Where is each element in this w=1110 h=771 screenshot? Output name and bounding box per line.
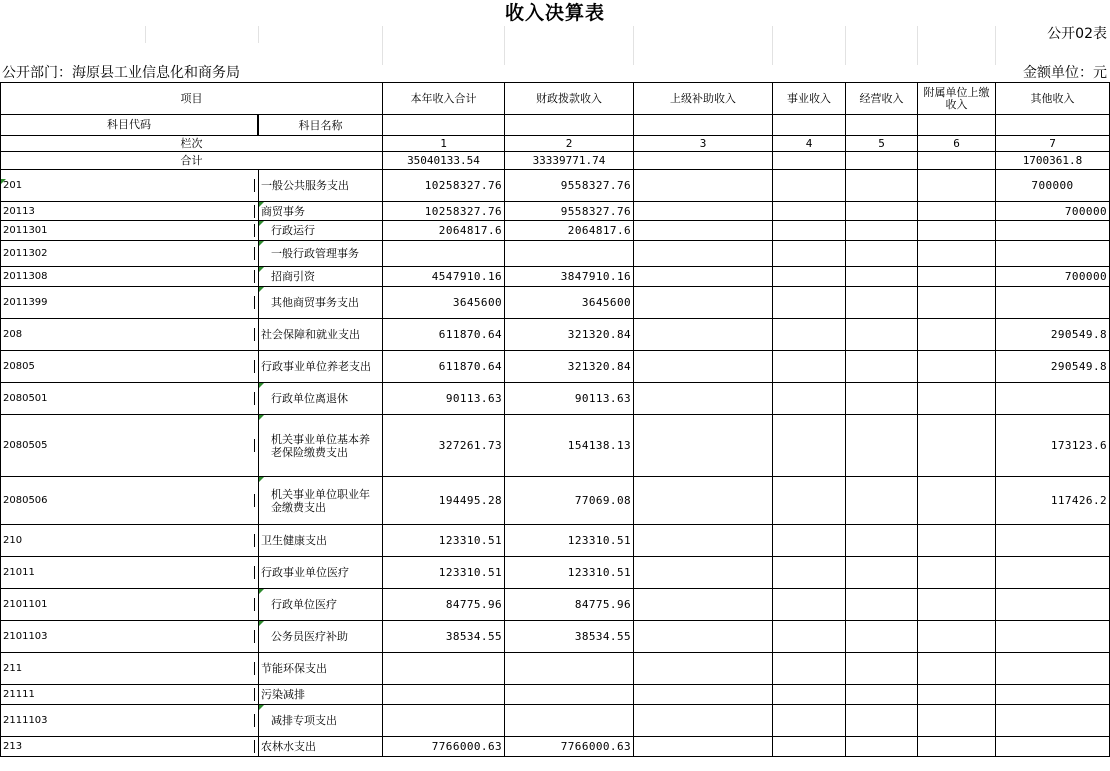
header-superior: 上级补助收入 [634, 83, 773, 115]
cell-total: 2064817.6 [383, 221, 505, 241]
table-row [1, 589, 1110, 621]
cell-empty [773, 525, 846, 557]
cell-total [383, 653, 505, 685]
subject-name: 行政事业单位养老支出 [259, 351, 383, 383]
cell-other: 290549.8 [996, 319, 1110, 351]
cell-total: 3645600 [383, 287, 505, 319]
cell-empty [846, 621, 918, 653]
table-row [1, 477, 1110, 525]
cell-fiscal: 321320.84 [505, 351, 634, 383]
sum-row-label: 合计 [1, 152, 383, 170]
cell-empty [918, 351, 996, 383]
cell-empty [773, 170, 846, 202]
subject-name: 机关事业单位职业年金缴费支出 [259, 477, 383, 525]
cell-empty [634, 319, 773, 351]
subject-cells [1, 557, 259, 589]
table-row [1, 737, 1110, 757]
cell-empty [634, 415, 773, 477]
cell-total: 90113.63 [383, 383, 505, 415]
cell-empty [773, 415, 846, 477]
cell-empty [634, 477, 773, 525]
subject-code: 2011301 [1, 224, 255, 237]
table-row [1, 202, 1110, 221]
cell-empty [634, 557, 773, 589]
cell-fiscal: 321320.84 [505, 319, 634, 351]
cell-empty [846, 477, 918, 525]
subject-cells [1, 170, 259, 202]
subject-code: 20113 [1, 205, 255, 218]
subject-name: 行政运行 [259, 221, 383, 241]
sum-total: 35040133.54 [383, 152, 505, 170]
cell-empty [773, 557, 846, 589]
subject-name: 机关事业单位基本养老保险缴费支出 [259, 415, 383, 477]
department-label: 公开部门：海原县工业信息化和商务局 [2, 65, 240, 81]
subject-name: 农林水支出 [259, 737, 383, 757]
sum-other: 1700361.8 [996, 152, 1110, 170]
header-column-label: 栏次 [1, 136, 383, 152]
cell-empty [634, 351, 773, 383]
subject-name: 减排专项支出 [259, 705, 383, 737]
cell-empty [773, 287, 846, 319]
subject-cells [1, 415, 259, 477]
sum-fiscal: 33339771.74 [505, 152, 634, 170]
cell-empty [918, 241, 996, 267]
cell-empty [773, 267, 846, 287]
cell-empty [773, 705, 846, 737]
header-subject-cells [1, 115, 259, 136]
cell-empty [634, 621, 773, 653]
cell-empty [918, 170, 996, 202]
cell-empty [918, 589, 996, 621]
subject-name: 一般行政管理事务 [259, 241, 383, 267]
cell-empty [846, 287, 918, 319]
subject-code: 201 [1, 179, 255, 192]
cell-empty [634, 221, 773, 241]
table-row [1, 383, 1110, 415]
cell-empty [773, 621, 846, 653]
cell-fiscal [505, 685, 634, 705]
subject-name: 商贸事务 [259, 202, 383, 221]
subject-name: 一般公共服务支出 [259, 170, 383, 202]
subject-code: 208 [1, 328, 255, 341]
header-total: 本年收入合计 [383, 83, 505, 115]
cell-total [383, 705, 505, 737]
subject-cells [1, 221, 259, 241]
column-number-2: 2 [505, 136, 634, 152]
cell-empty [634, 241, 773, 267]
column-number-7: 7 [996, 136, 1110, 152]
cell-total [383, 685, 505, 705]
table-row [1, 170, 1110, 202]
header-project: 项目 [1, 83, 383, 115]
cell-empty [773, 653, 846, 685]
cell-other: 117426.2 [996, 477, 1110, 525]
cell-empty [846, 351, 918, 383]
cell-other [996, 287, 1110, 319]
cell-empty [846, 319, 918, 351]
cell-empty [634, 737, 773, 757]
currency-unit-label: 金额单位：元 [1023, 65, 1107, 81]
subject-code: 2080506 [1, 494, 255, 507]
cell-empty [846, 241, 918, 267]
cell-fiscal: 154138.13 [505, 415, 634, 477]
cell-empty [634, 287, 773, 319]
cell-empty [918, 221, 996, 241]
table-row [1, 621, 1110, 653]
cell-other [996, 653, 1110, 685]
table-row [1, 525, 1110, 557]
table-row [1, 287, 1110, 319]
subject-name: 行政事业单位医疗 [259, 557, 383, 589]
cell-other: 700000 [996, 170, 1110, 202]
cell-empty [918, 319, 996, 351]
table-row [1, 351, 1110, 383]
cell-empty [846, 267, 918, 287]
cell-fiscal [505, 241, 634, 267]
header-operating: 经营收入 [846, 83, 918, 115]
header-fiscal: 财政拨款收入 [505, 83, 634, 115]
subject-code: 210 [1, 534, 255, 547]
cell-total: 10258327.76 [383, 202, 505, 221]
table-row [1, 705, 1110, 737]
subject-code: 20805 [1, 360, 255, 373]
cell-empty [918, 202, 996, 221]
cell-empty [846, 557, 918, 589]
cell-fiscal: 3645600 [505, 287, 634, 319]
subject-cells [1, 477, 259, 525]
table-row [1, 653, 1110, 685]
subject-name: 招商引资 [259, 267, 383, 287]
cell-fiscal: 2064817.6 [505, 221, 634, 241]
column-number-6: 6 [918, 136, 996, 152]
cell-other: 290549.8 [996, 351, 1110, 383]
subject-code: 2080505 [1, 439, 255, 452]
cell-empty [634, 202, 773, 221]
subject-cells [1, 241, 259, 267]
header-affiliated: 附属单位上缴收入 [918, 83, 996, 115]
income-table [0, 82, 1110, 757]
cell-empty [634, 525, 773, 557]
subject-name: 社会保障和就业支出 [259, 319, 383, 351]
spreadsheet-gridline-row [0, 43, 1110, 65]
cell-fiscal: 38534.55 [505, 621, 634, 653]
column-number-4: 4 [773, 136, 846, 152]
cell-empty [846, 170, 918, 202]
cell-empty [918, 477, 996, 525]
cell-empty [918, 557, 996, 589]
cell-fiscal: 9558327.76 [505, 202, 634, 221]
cell-total: 4547910.16 [383, 267, 505, 287]
cell-empty [918, 287, 996, 319]
cell-empty [773, 221, 846, 241]
cell-empty [773, 319, 846, 351]
cell-empty [773, 685, 846, 705]
cell-empty [634, 267, 773, 287]
cell-empty [773, 351, 846, 383]
cell-fiscal: 84775.96 [505, 589, 634, 621]
subject-name: 行政单位医疗 [259, 589, 383, 621]
cell-other [996, 685, 1110, 705]
cell-empty [773, 737, 846, 757]
cell-total: 38534.55 [383, 621, 505, 653]
subject-name: 公务员医疗补助 [259, 621, 383, 653]
header-other: 其他收入 [996, 83, 1110, 115]
cell-other: 173123.6 [996, 415, 1110, 477]
cell-other [996, 589, 1110, 621]
subject-cells [1, 319, 259, 351]
cell-empty [846, 653, 918, 685]
cell-empty [918, 415, 996, 477]
cell-fiscal: 90113.63 [505, 383, 634, 415]
subject-code: 2080501 [1, 392, 255, 405]
cell-total: 7766000.63 [383, 737, 505, 757]
subject-name: 节能环保支出 [259, 653, 383, 685]
page-title: 收入决算表 [504, 2, 605, 24]
subject-code: 2111103 [1, 714, 255, 727]
subject-cells [1, 653, 259, 685]
cell-empty [773, 589, 846, 621]
cell-total: 10258327.76 [383, 170, 505, 202]
cell-empty [846, 415, 918, 477]
header-subject-code: 科目代码 [1, 115, 258, 135]
subject-cells [1, 685, 259, 705]
cell-fiscal: 3847910.16 [505, 267, 634, 287]
subject-cells [1, 351, 259, 383]
header-business: 事业收入 [773, 83, 846, 115]
subject-cells [1, 621, 259, 653]
table-row [1, 241, 1110, 267]
spreadsheet-gridline-row [0, 26, 1110, 43]
cell-empty [634, 589, 773, 621]
form-number: 公开02表 [1047, 26, 1107, 42]
subject-cells [1, 705, 259, 737]
cell-empty [846, 685, 918, 705]
cell-fiscal [505, 705, 634, 737]
cell-other [996, 621, 1110, 653]
subject-code: 2011302 [1, 247, 255, 260]
cell-empty [634, 383, 773, 415]
subject-code: 2101103 [1, 630, 255, 643]
cell-empty [846, 737, 918, 757]
cell-fiscal: 77069.08 [505, 477, 634, 525]
cell-empty [634, 170, 773, 202]
subject-cells [1, 267, 259, 287]
cell-total: 123310.51 [383, 525, 505, 557]
cell-fiscal: 123310.51 [505, 557, 634, 589]
cell-empty [918, 383, 996, 415]
table-row [1, 221, 1110, 241]
cell-empty [773, 477, 846, 525]
cell-other: 700000 [996, 267, 1110, 287]
cell-empty [846, 202, 918, 221]
subject-cells [1, 525, 259, 557]
cell-empty [634, 705, 773, 737]
subject-name: 行政单位离退休 [259, 383, 383, 415]
cell-empty [773, 241, 846, 267]
table-row [1, 319, 1110, 351]
cell-total: 327261.73 [383, 415, 505, 477]
cell-other: 700000 [996, 202, 1110, 221]
cell-total: 123310.51 [383, 557, 505, 589]
cell-total: 84775.96 [383, 589, 505, 621]
cell-empty [634, 685, 773, 705]
cell-total: 611870.64 [383, 319, 505, 351]
cell-empty [773, 202, 846, 221]
cell-total: 194495.28 [383, 477, 505, 525]
cell-empty [773, 383, 846, 415]
subject-code: 2101101 [1, 598, 255, 611]
cell-other [996, 241, 1110, 267]
subject-name: 污染减排 [259, 685, 383, 705]
subject-cells [1, 287, 259, 319]
subject-cells [1, 383, 259, 415]
table-row [1, 415, 1110, 477]
subject-code: 211 [1, 662, 255, 675]
cell-other [996, 383, 1110, 415]
table-row [1, 685, 1110, 705]
cell-empty [846, 525, 918, 557]
table-row [1, 557, 1110, 589]
cell-empty [918, 525, 996, 557]
cell-total: 611870.64 [383, 351, 505, 383]
subject-cells [1, 202, 259, 221]
subject-cells [1, 589, 259, 621]
cell-other [996, 557, 1110, 589]
header-subject-name: 科目名称 [259, 115, 383, 136]
table-row [1, 267, 1110, 287]
subject-code: 213 [1, 740, 255, 753]
cell-other [996, 221, 1110, 241]
subject-code: 2011308 [1, 270, 255, 283]
column-number-3: 3 [634, 136, 773, 152]
cell-empty [918, 685, 996, 705]
cell-empty [918, 737, 996, 757]
cell-empty [918, 653, 996, 685]
subject-code: 2011399 [1, 296, 255, 309]
cell-empty [918, 621, 996, 653]
cell-empty [918, 267, 996, 287]
subject-cells [1, 737, 259, 757]
column-number-5: 5 [846, 136, 918, 152]
cell-total [383, 241, 505, 267]
cell-other [996, 705, 1110, 737]
subject-code: 21011 [1, 566, 255, 579]
cell-other [996, 737, 1110, 757]
cell-empty [918, 705, 996, 737]
subject-code: 21111 [1, 688, 255, 701]
subject-name: 其他商贸事务支出 [259, 287, 383, 319]
cell-empty [846, 221, 918, 241]
cell-other [996, 525, 1110, 557]
cell-empty [634, 653, 773, 685]
subject-name: 卫生健康支出 [259, 525, 383, 557]
column-number-1: 1 [383, 136, 505, 152]
cell-fiscal: 123310.51 [505, 525, 634, 557]
cell-empty [846, 589, 918, 621]
cell-fiscal [505, 653, 634, 685]
cell-fiscal: 9558327.76 [505, 170, 634, 202]
cell-fiscal: 7766000.63 [505, 737, 634, 757]
cell-empty [846, 383, 918, 415]
cell-empty [846, 705, 918, 737]
